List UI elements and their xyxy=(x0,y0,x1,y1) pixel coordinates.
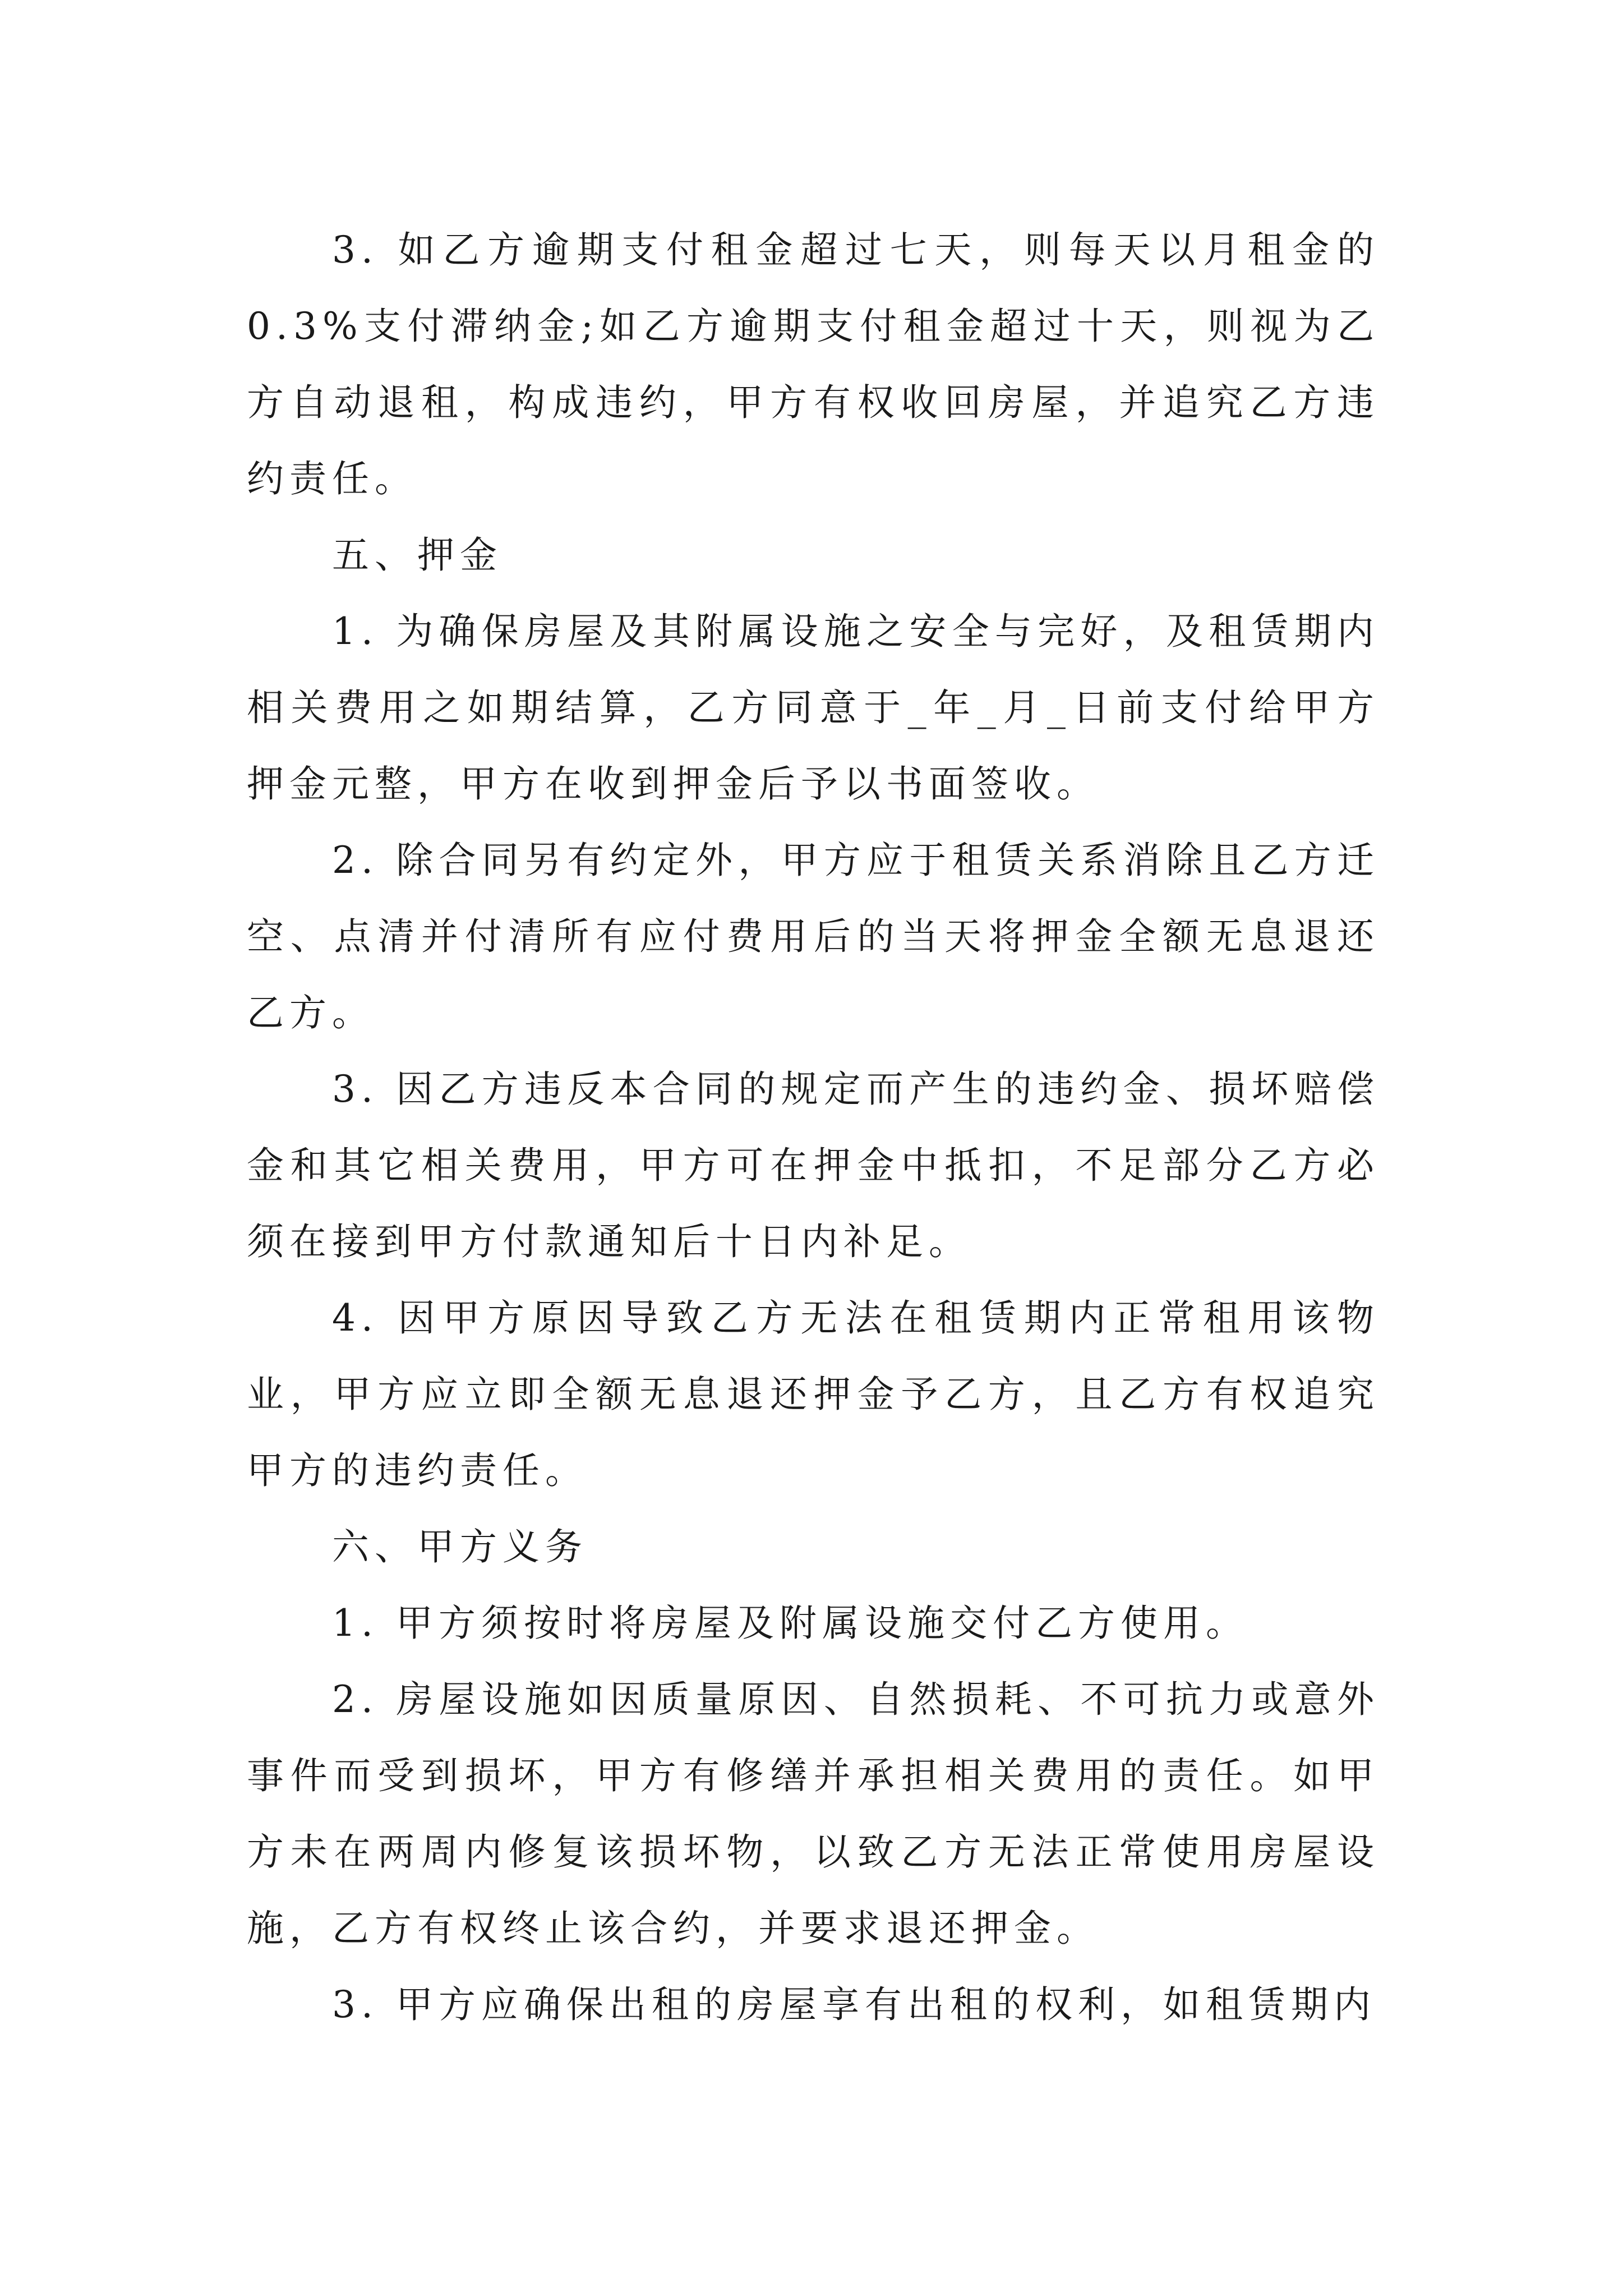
clause-6-1-delivery: 1. 甲方须按时将房屋及附属设施交付乙方使用。 xyxy=(332,1602,1248,1645)
document-body xyxy=(247,212,1380,2043)
clause-5-4-landlord-fault: 4. 因甲方原因导致乙方无法在租赁期内正常租用该物业，甲方应立即全额无息退还押金予乙方，且乙方有权追究甲方的违约责任。 xyxy=(247,1296,1380,1492)
section-heading-deposit: 五、押金 xyxy=(332,533,502,577)
clause-6-2-repairs: 2. 房屋设施如因质量原因、自然损耗、不可抗力或意外事件而受到损坏，甲方有修缮并承担相关费用的责任。如甲方未在两周内修复该损坏物，以致乙方无法正常使用房屋设施，乙方有权终止该合约，并要求退还押金。 xyxy=(247,1678,1380,1950)
section-heading-landlord-duties: 六、甲方义务 xyxy=(332,1525,588,1568)
clause-6-3-right-to-lease: 3. 甲方应确保出租的房屋享有出租的权利，如租赁期内 xyxy=(332,1983,1376,2026)
clause-5-2-deposit-refund: 2. 除合同另有约定外，甲方应于租赁关系消除且乙方迁空、点清并付清所有应付费用后的当天将押金全额无息退还乙方。 xyxy=(247,839,1380,1034)
clause-5-3-deposit-deduction: 3. 因乙方违反本合同的规定而产生的违约金、损坏赔偿金和其它相关费用，甲方可在押金中抵扣，不足部分乙方必须在接到甲方付款通知后十日内补足。 xyxy=(247,1068,1380,1263)
clause-5-1-deposit-payment: 1. 为确保房屋及其附属设施之安全与完好，及租赁期内相关费用之如期结算，乙方同意于_年_月_日前支付给甲方押金元整，甲方在收到押金后予以书面签收。 xyxy=(247,610,1380,806)
clause-4-3-late-fee: 3. 如乙方逾期支付租金超过七天，则每天以月租金的0.3%支付滞纳金;如乙方逾期支付租金超过十天，则视为乙方自动退租，构成违约，甲方有权收回房屋，并追究乙方违约责任。 xyxy=(247,228,1380,500)
